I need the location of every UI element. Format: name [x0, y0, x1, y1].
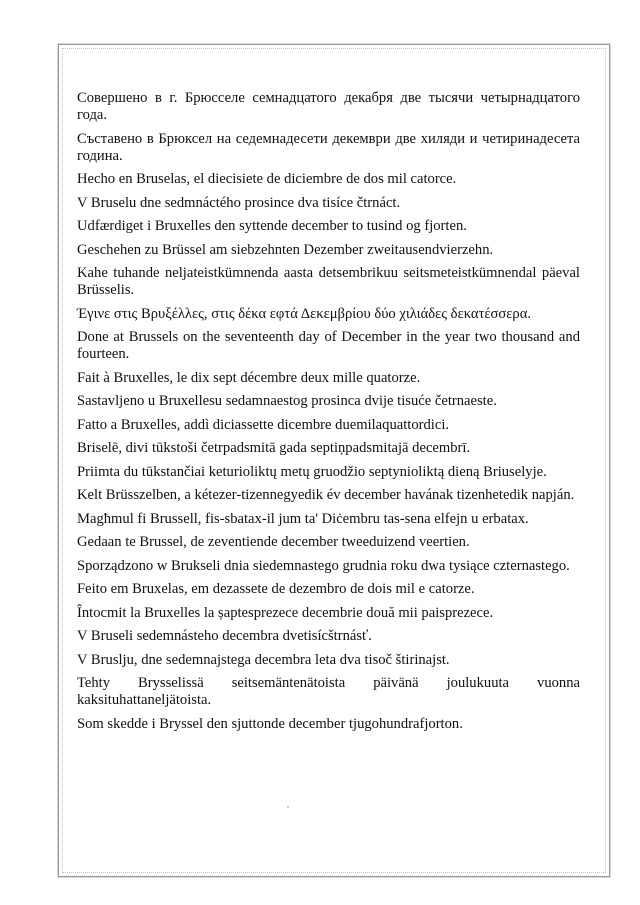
- paragraph-english: Done at Brussels on the seventeenth day of December in the year two thousand and fourteen.: [77, 329, 580, 362]
- paragraph-greek: Έγινε στις Βρυξέλλες, στις δέκα εφτά Δεκεμβρίου δύο χιλιάδες δεκατέσσερα.: [77, 305, 531, 322]
- paragraph-hungarian: Kelt Brüsszelben, a kétezer-tizennegyedik év december havának tizenhetedik napján.: [77, 487, 575, 503]
- paragraph-polish: Sporządzono w Brukseli dnia siedemnastego grudnia roku dwa tysiące czternastego.: [77, 557, 570, 574]
- paragraph-danish: Udfærdiget i Bruxelles den syttende december to tusind og fjorten.: [77, 218, 467, 234]
- paragraph-dutch: Gedaan te Brussel, de zeventiende december tweeduizend veertien.: [77, 534, 470, 550]
- paragraph-portuguese: Feito em Bruxelas, em dezassete de dezembro de dois mil e catorze.: [77, 581, 475, 597]
- paragraph-french: Fait à Bruxelles, le dix sept décembre deux mille quatorze.: [77, 369, 421, 386]
- paragraph-swedish: Som skedde i Bryssel den sjuttonde december tjugohundrafjorton.: [77, 715, 463, 732]
- paragraph-slovak: V Bruseli sedemnásteho decembra dvetisícštrnásť.: [77, 628, 372, 644]
- paragraph-bulgarian: Съставено в Брюксел на седемнадесети декември две хиляди и четиринадесета година.: [77, 130, 580, 164]
- paragraph-maltese: Magħmul fi Brussell, fis-sbatax-il jum ta' Diċembru tas-sena elfejn u erbatax.: [77, 510, 529, 527]
- paragraph-slovenian: V Bruslju, dne sedemnajstega decembra leta dva tisoč štirinajst.: [77, 651, 450, 668]
- paragraph-finnish: Tehty Brysselissä seitsemäntenätoista päivänä joulukuuta vuonna kaksituhattaneljätoista.: [77, 675, 580, 708]
- paragraph-romanian: Întocmit la Bruxelles la șaptesprezece decembrie două mii paisprezece.: [77, 604, 494, 621]
- paragraph-czech: V Bruselu dne sedmnáctého prosince dva tisíce čtrnáct.: [77, 194, 401, 211]
- scan-speck: [287, 806, 289, 808]
- paragraph-german: Geschehen zu Brüssel am siebzehnten Dezember zweitausendvierzehn.: [77, 241, 494, 258]
- document-body: [77, 90, 580, 739]
- paragraph-russian: Совершено в г. Брюсселе семнадцатого декабря две тысячи четырнадцатого года.: [77, 90, 580, 123]
- paragraph-estonian: Kahe tuhande neljateistkümnenda aasta detsembrikuu seitsmeteistkümnendal päeval Brüsselis.: [77, 265, 580, 298]
- paragraph-latvian: Briselē, divi tūkstoši četrpadsmitā gada septiņpadsmitajā decembrī.: [77, 440, 471, 456]
- paragraph-italian: Fatto a Bruxelles, addì diciassette dicembre duemilaquattordici.: [77, 416, 450, 433]
- paragraph-croatian: Sastavljeno u Bruxellesu sedamnaestog prosinca dvije tisuće četrnaeste.: [77, 393, 497, 409]
- paragraph-spanish: Hecho en Bruselas, el diecisiete de diciembre de dos mil catorce.: [77, 171, 457, 187]
- paragraph-lithuanian: Priimta du tūkstančiai keturioliktų metų gruodžio septynioliktą dieną Briuselyje.: [77, 463, 547, 480]
